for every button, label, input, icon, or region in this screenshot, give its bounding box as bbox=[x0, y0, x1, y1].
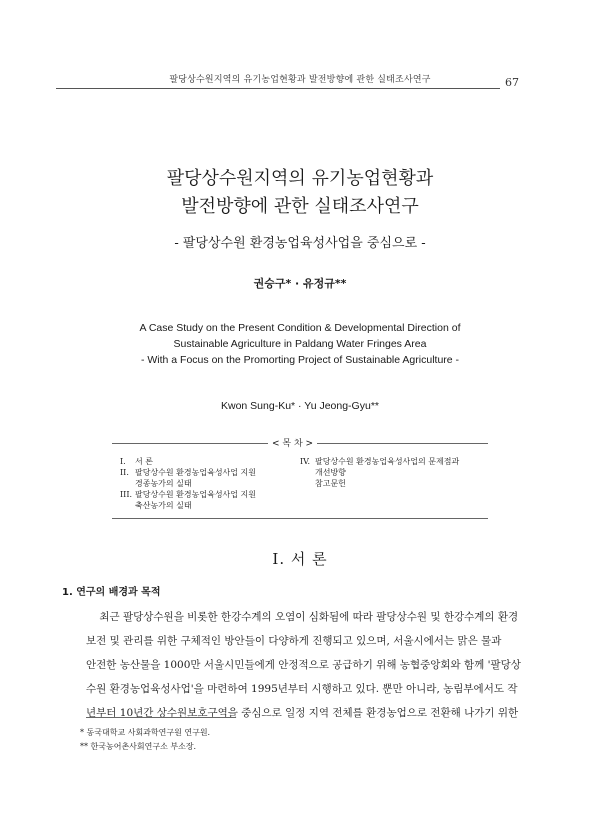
toc-item-text bbox=[135, 456, 153, 467]
toc-item-line: 서 론 bbox=[135, 457, 153, 466]
toc-right-column bbox=[300, 456, 488, 489]
body-line: 보전 및 관리를 위한 구체적인 방안들이 다양하게 진행되고 있으며, 서울시에서는 맑은 물과 bbox=[86, 635, 502, 647]
english-title-line-2: Sustainable Agriculture in Paldang Water Fringes Area bbox=[173, 338, 427, 350]
paper-title bbox=[0, 165, 600, 221]
toc-item-line: 참고문헌 bbox=[315, 479, 346, 488]
toc-item-line: 개선방향 bbox=[315, 468, 346, 477]
toc-item-number: IV. bbox=[300, 457, 311, 466]
page-number: 67 bbox=[505, 76, 519, 89]
toc-item-line: 팔당상수원 환경농업육성사업의 문제점과 bbox=[315, 457, 460, 466]
body-line: 년부터 10년간 상수원보호구역을 중심으로 일정 지역 전체를 환경농업으로 전환해 나가기 위한 bbox=[86, 707, 519, 719]
toc-item-line: 팔당상수원 환경농업육성사업 지원 bbox=[135, 468, 257, 477]
toc-item-line: 축산농가의 실태 bbox=[135, 501, 192, 510]
english-title bbox=[0, 320, 600, 368]
title-line-1: 팔당상수원지역의 유기농업현황과 bbox=[166, 168, 434, 189]
toc-item-text bbox=[315, 456, 459, 478]
title-line-2: 발전방향에 관한 실태조사연구 bbox=[181, 196, 419, 217]
english-subtitle: - With a Focus on the Promorting Project of Sustainable Agriculture - bbox=[140, 354, 460, 366]
section-title: I. 서 론 bbox=[272, 550, 328, 568]
body-line: 수원 환경농업육성사업'을 마련하여 1995년부터 시행하고 있다. 뿐만 아니라, 농림부에서도 작 bbox=[86, 683, 518, 695]
footnotes bbox=[80, 726, 210, 754]
toc-item-line: 경종농가의 실태 bbox=[135, 479, 192, 488]
authors-english: Kwon Sung-Ku* · Yu Jeong-Gyu** bbox=[221, 400, 379, 412]
authors-korean: 권승구* · 유정규** bbox=[253, 277, 347, 290]
body-line: 최근 팔당상수원을 비롯한 한강수계의 오염이 심화됨에 따라 팔당상수원 및 한강수계의 환경 bbox=[86, 611, 519, 623]
toc-bottom-rule bbox=[112, 518, 488, 519]
toc-item-number: III. bbox=[120, 490, 133, 499]
table-of-contents bbox=[112, 436, 488, 526]
toc-item-number: I. bbox=[120, 457, 126, 466]
toc-item-text bbox=[135, 489, 256, 511]
toc-heading: < 목 차 > bbox=[268, 436, 317, 449]
toc-item bbox=[120, 467, 300, 489]
toc-item-number: II. bbox=[120, 468, 129, 477]
body-paragraph bbox=[86, 605, 546, 725]
body-line: 안전한 농산물을 1000만 서울시민들에게 안정적으로 공급하기 위해 농협중앙회와 함께 '팔당상 bbox=[86, 659, 521, 671]
toc-item-text bbox=[315, 478, 346, 489]
toc-item-number bbox=[300, 478, 315, 489]
footnote-2: ** 한국농어촌사회연구소 부소장. bbox=[80, 742, 197, 751]
running-head: 팔당상수원지역의 유기농업현황과 발전방향에 관한 실태조사연구 bbox=[169, 75, 431, 85]
footnote-1: * 동국대학교 사회과학연구원 연구원. bbox=[80, 728, 211, 737]
toc-left-column bbox=[120, 456, 300, 511]
header-rule bbox=[56, 88, 500, 89]
toc-item bbox=[120, 489, 300, 511]
toc-item bbox=[120, 456, 300, 467]
paper-subtitle: - 팔당상수원 환경농업육성사업을 중심으로 - bbox=[174, 236, 426, 251]
subsection-title: 1. 연구의 배경과 목적 bbox=[62, 587, 161, 598]
english-title-line-1: A Case Study on the Present Condition & Developmental Direction of bbox=[139, 322, 461, 334]
toc-item-text bbox=[135, 467, 256, 489]
toc-item bbox=[300, 478, 488, 489]
toc-item-line: 팔당상수원 환경농업육성사업 지원 bbox=[135, 490, 257, 499]
toc-item bbox=[300, 456, 488, 478]
footnote-rule bbox=[86, 717, 236, 718]
